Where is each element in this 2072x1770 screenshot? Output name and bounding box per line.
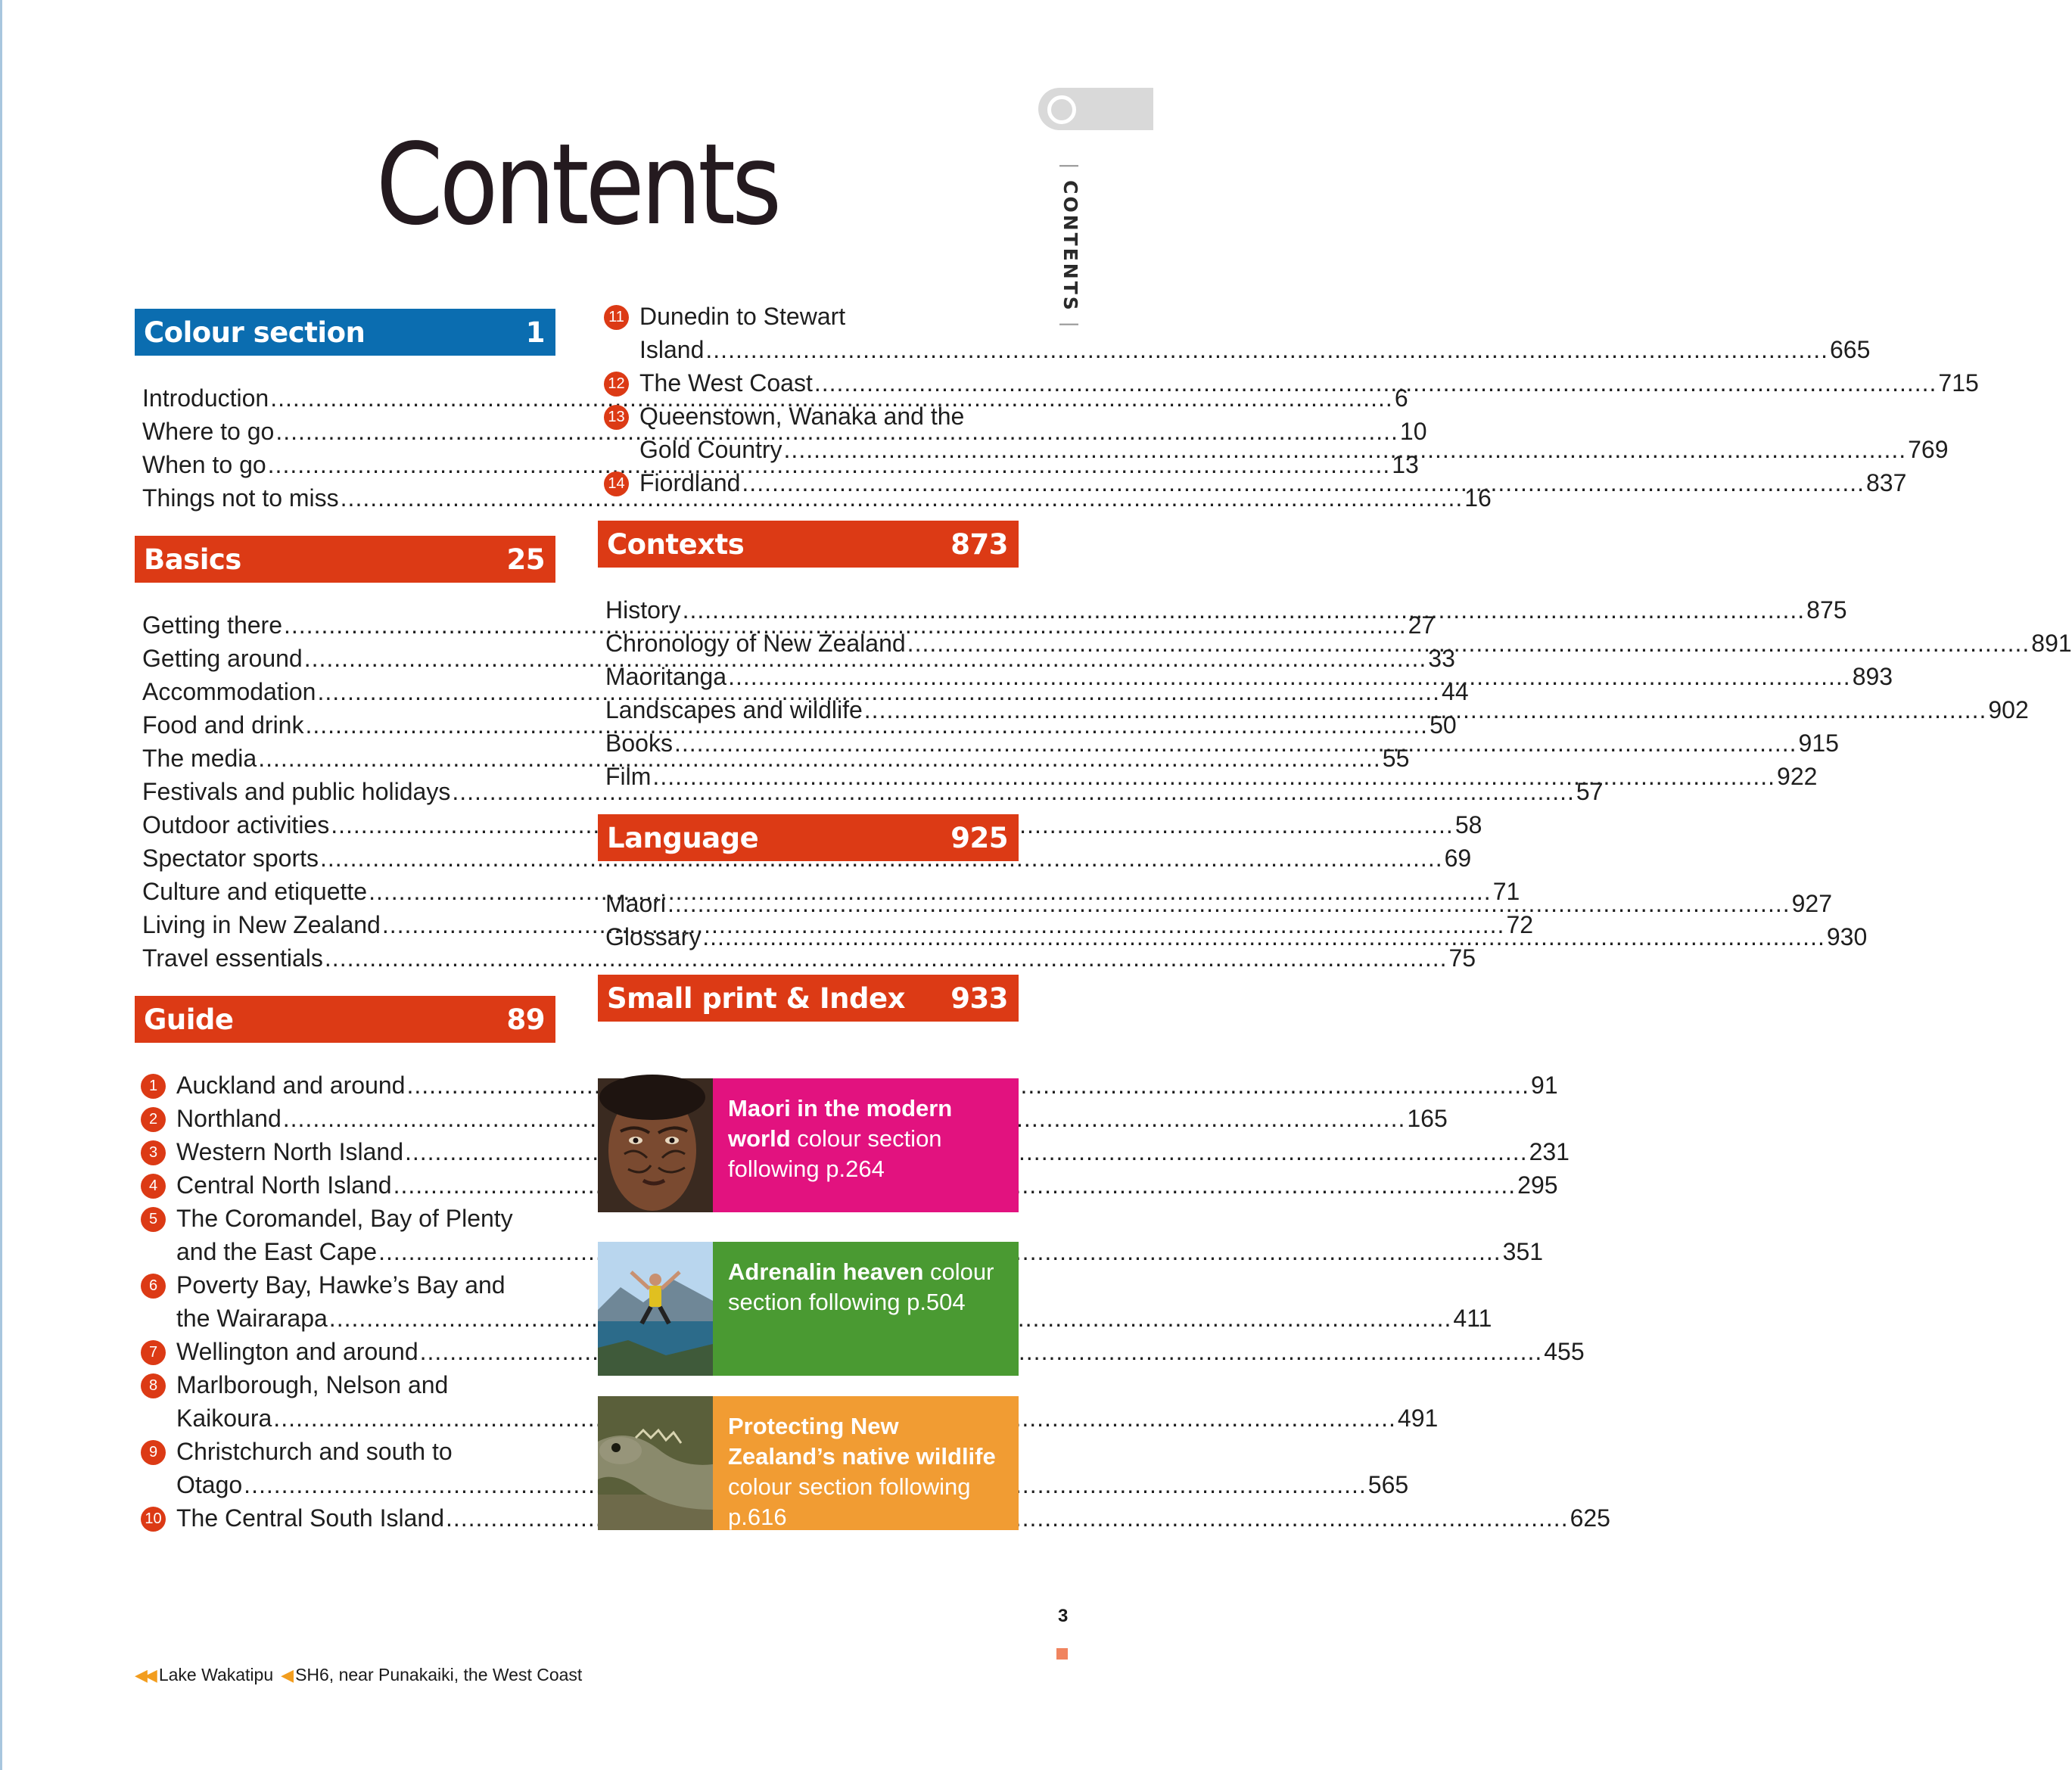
toc-entry-page: 893 (1852, 663, 1893, 690)
toc-entry-page: 927 (1791, 890, 1832, 917)
chapter-title: Central North Island (176, 1171, 392, 1199)
chapter-line (639, 333, 1870, 366)
toc-entry-label: Outdoor activities (142, 811, 330, 838)
chapter-line (639, 433, 1949, 466)
chapter-page: 837 (1866, 469, 1907, 496)
side-tab-circle-icon (1047, 95, 1076, 124)
promo-text: Protecting New Zealand’s native wildlife colour section following p.616 (713, 1396, 1019, 1530)
toc-entry-label: Spectator sports (142, 845, 319, 872)
section-page: 89 (506, 1003, 545, 1036)
chapter-line (639, 466, 1906, 499)
section-header-guide[interactable] (135, 996, 555, 1043)
chapter-page: 491 (1397, 1404, 1439, 1432)
chapter-title: Fiordland (639, 469, 741, 496)
toc-entry-label: Maoritanga (605, 663, 727, 690)
chapter-body (639, 466, 1906, 499)
tuatara-lizard-image (598, 1396, 713, 1530)
chapter-title: Northland (176, 1105, 282, 1132)
section-header-basics[interactable] (135, 536, 555, 583)
toc-entry-page: 891 (2031, 630, 2072, 657)
leader-dots (652, 760, 1775, 793)
toc-entry-page: 13 (1392, 451, 1419, 478)
side-tab-label: | CONTENTS | (1059, 163, 1081, 330)
section-title: Small print & Index (607, 981, 905, 1015)
toc-entry-label: Things not to miss (142, 484, 339, 512)
left-arrow-icon: ◀ (281, 1665, 291, 1684)
chapter-title: Queenstown, Wanaka and the (639, 403, 965, 430)
maori-tattoo-face-image (598, 1078, 713, 1212)
chapter-page: 91 (1531, 1072, 1558, 1099)
chapter-number-badge: 1 (141, 1074, 166, 1099)
toc-entry-label: Chronology of New Zealand (605, 630, 906, 657)
leader-dots (784, 433, 1907, 466)
toc-entry-page: 6 (1394, 384, 1408, 412)
chapter-title: The Central South Island (176, 1504, 444, 1532)
guide-chapter[interactable] (141, 1168, 1558, 1202)
chapter-title: The Coromandel, Bay of Plenty (176, 1205, 513, 1232)
promo-adrenalin[interactable] (598, 1242, 1019, 1376)
chapter-line (639, 400, 1949, 433)
chapter-title: Poverty Bay, Hawke’s Bay and (176, 1271, 506, 1299)
toc-entry-page: 16 (1464, 484, 1492, 512)
guide-chapter[interactable] (141, 1335, 1585, 1368)
leader-dots (667, 887, 1790, 920)
section-title: Contexts (607, 527, 745, 561)
section-title: Basics (144, 543, 241, 576)
chapter-number-badge: 12 (604, 372, 629, 397)
toc-entry-label: Getting there (142, 611, 282, 639)
promo-wildlife[interactable] (598, 1396, 1019, 1530)
chapter-page: 565 (1367, 1471, 1409, 1498)
chapter-body (639, 366, 1979, 400)
caption-part1: Lake Wakatipu (158, 1665, 274, 1684)
section-header-language[interactable] (598, 814, 1019, 861)
toc-entry-label: Introduction (142, 384, 269, 412)
toc-entry-label: Maori (605, 890, 667, 917)
section-header-contexts[interactable] (598, 521, 1019, 568)
toc-entry-label: Culture and etiquette (142, 878, 368, 905)
caption-part2: SH6, near Punakaiki, the West Coast (295, 1665, 583, 1684)
chapter-number-badge: 5 (141, 1207, 166, 1232)
chapter-number-badge: 13 (604, 405, 629, 430)
chapter-page: 351 (1502, 1238, 1544, 1265)
chapter-title: Otago (176, 1471, 243, 1498)
section-page: 25 (506, 543, 545, 576)
guide-chapter[interactable] (604, 300, 1871, 366)
section-page: 873 (950, 527, 1008, 561)
leader-dots (674, 726, 1797, 760)
guide-chapter[interactable] (141, 1501, 1610, 1535)
chapter-line (639, 300, 1870, 333)
chapter-number-badge: 6 (141, 1274, 166, 1299)
chapter-body (639, 400, 1949, 466)
chapter-number-badge: 10 (141, 1507, 166, 1532)
chapter-number-badge: 14 (604, 471, 629, 496)
section-header-colour[interactable] (135, 309, 555, 356)
toc-entry-label: History (605, 596, 681, 624)
chapter-page: 715 (1938, 369, 1979, 397)
page-edge-rule (0, 0, 2, 1770)
toc-entry[interactable] (142, 841, 1472, 875)
leader-dots (728, 660, 1851, 693)
section-title: Guide (144, 1003, 234, 1036)
leader-dots (702, 920, 1825, 953)
toc-entry[interactable] (142, 941, 1476, 975)
toc-entry-label: Living in New Zealand (142, 911, 381, 938)
chapter-line (639, 366, 1979, 400)
section-smallprint (598, 975, 1019, 1022)
chapter-page: 455 (1544, 1338, 1585, 1365)
toc-entry-page: 50 (1430, 711, 1457, 739)
chapter-title: Gold Country (639, 436, 782, 463)
chapter-body (639, 300, 1870, 366)
section-page: 925 (950, 821, 1008, 854)
chapter-title: Western North Island (176, 1138, 403, 1165)
guide-chapter[interactable] (604, 366, 1979, 400)
chapter-title: Wellington and around (176, 1338, 418, 1365)
toc-entry-label: Food and drink (142, 711, 304, 739)
promo-text: Adrenalin heaven colour section following p.504 (713, 1242, 1019, 1376)
chapter-page: 769 (1908, 436, 1949, 463)
toc-entry-page: 875 (1806, 596, 1847, 624)
side-tab-text: CONTENTS (1059, 180, 1081, 313)
toc-entry-label: Accommodation (142, 678, 316, 705)
toc-entry-page: 44 (1442, 678, 1469, 705)
toc-entry-label: The media (142, 745, 257, 772)
toc-entry-label: Books (605, 729, 673, 757)
chapter-title: Dunedin to Stewart (639, 303, 846, 330)
toc-entry-label: When to go (142, 451, 266, 478)
section-title: Language (607, 821, 759, 854)
toc-entry-label: Where to go (142, 418, 275, 445)
toc-entry-page: 57 (1576, 778, 1604, 805)
toc-entry-label: Glossary (605, 923, 702, 950)
chapter-number-badge: 7 (141, 1340, 166, 1365)
chapter-title: Auckland and around (176, 1072, 406, 1099)
section-header-smallprint[interactable] (598, 975, 1019, 1022)
toc-entry-page: 930 (1826, 923, 1868, 950)
chapter-number-badge: 11 (604, 305, 629, 330)
section-page: 933 (950, 981, 1008, 1015)
chapter-title: Christchurch and south to (176, 1438, 453, 1465)
toc-entry-page: 72 (1506, 911, 1534, 938)
toc-entry-label: Film (605, 763, 652, 790)
chapter-number-badge: 2 (141, 1107, 166, 1132)
chapter-page: 665 (1829, 336, 1871, 363)
chapter-title: Marlborough, Nelson and (176, 1371, 449, 1398)
chapter-page: 295 (1517, 1171, 1558, 1199)
leader-dots (683, 593, 1806, 627)
toc-entry-page: 922 (1777, 763, 1818, 790)
guide-chapter[interactable] (141, 1368, 1439, 1435)
leader-dots (742, 466, 1865, 499)
chapter-title: Kaikoura (176, 1404, 272, 1432)
toc-entry-label: Getting around (142, 645, 303, 672)
chapter-title: Island (639, 336, 705, 363)
leader-dots (864, 693, 1987, 726)
chapter-title: the Wairarapa (176, 1305, 328, 1332)
page-marker-square (1056, 1648, 1068, 1660)
chapter-number-badge: 4 (141, 1174, 166, 1199)
promo-maori[interactable] (598, 1078, 1019, 1212)
toc-entry-page: 33 (1428, 645, 1455, 672)
page-title: Contents (375, 120, 779, 250)
chapter-page: 165 (1407, 1105, 1448, 1132)
toc-entry-page: 915 (1798, 729, 1839, 757)
toc-entry-page: 27 (1408, 611, 1436, 639)
chapter-title: and the East Cape (176, 1238, 378, 1265)
toc-entry-page: 75 (1448, 944, 1476, 972)
toc-entry-page: 902 (1988, 696, 2029, 723)
toc-entry-page: 71 (1492, 878, 1520, 905)
guide-chapter[interactable] (141, 1135, 1570, 1168)
chapter-page: 625 (1570, 1504, 1610, 1532)
chapter-title: The West Coast (639, 369, 813, 397)
leader-dots (907, 627, 2030, 660)
leader-dots (814, 366, 1937, 400)
toc-entry-label: Landscapes and wildlife (605, 696, 863, 723)
double-left-arrow-icon: ◀◀ (135, 1665, 154, 1684)
toc-entry-page: 58 (1454, 811, 1482, 838)
chapter-number-badge: 9 (141, 1440, 166, 1465)
toc-entry-label: Travel essentials (142, 944, 323, 972)
photo-caption (135, 1665, 582, 1685)
guide-chapter[interactable] (141, 1102, 1448, 1135)
leader-dots (705, 333, 1828, 366)
toc-entry-page: 69 (1444, 845, 1472, 872)
promo-text: Maori in the modern world colour section following p.264 (713, 1078, 1019, 1212)
chapter-number-badge: 8 (141, 1373, 166, 1398)
toc-entry-page: 10 (1399, 418, 1427, 445)
chapter-number-badge: 3 (141, 1140, 166, 1165)
toc-entry-label: Festivals and public holidays (142, 778, 451, 805)
chapter-page: 411 (1453, 1305, 1492, 1332)
jumper-over-lake-image (598, 1242, 713, 1376)
guide-chapter[interactable] (141, 1202, 1544, 1268)
page-number: 3 (1058, 1606, 1069, 1626)
toc-entry-page: 55 (1382, 745, 1410, 772)
section-page: 1 (525, 316, 545, 349)
chapter-page: 231 (1529, 1138, 1570, 1165)
section-title: Colour section (144, 316, 366, 349)
guide-chapter[interactable] (141, 1069, 1558, 1102)
